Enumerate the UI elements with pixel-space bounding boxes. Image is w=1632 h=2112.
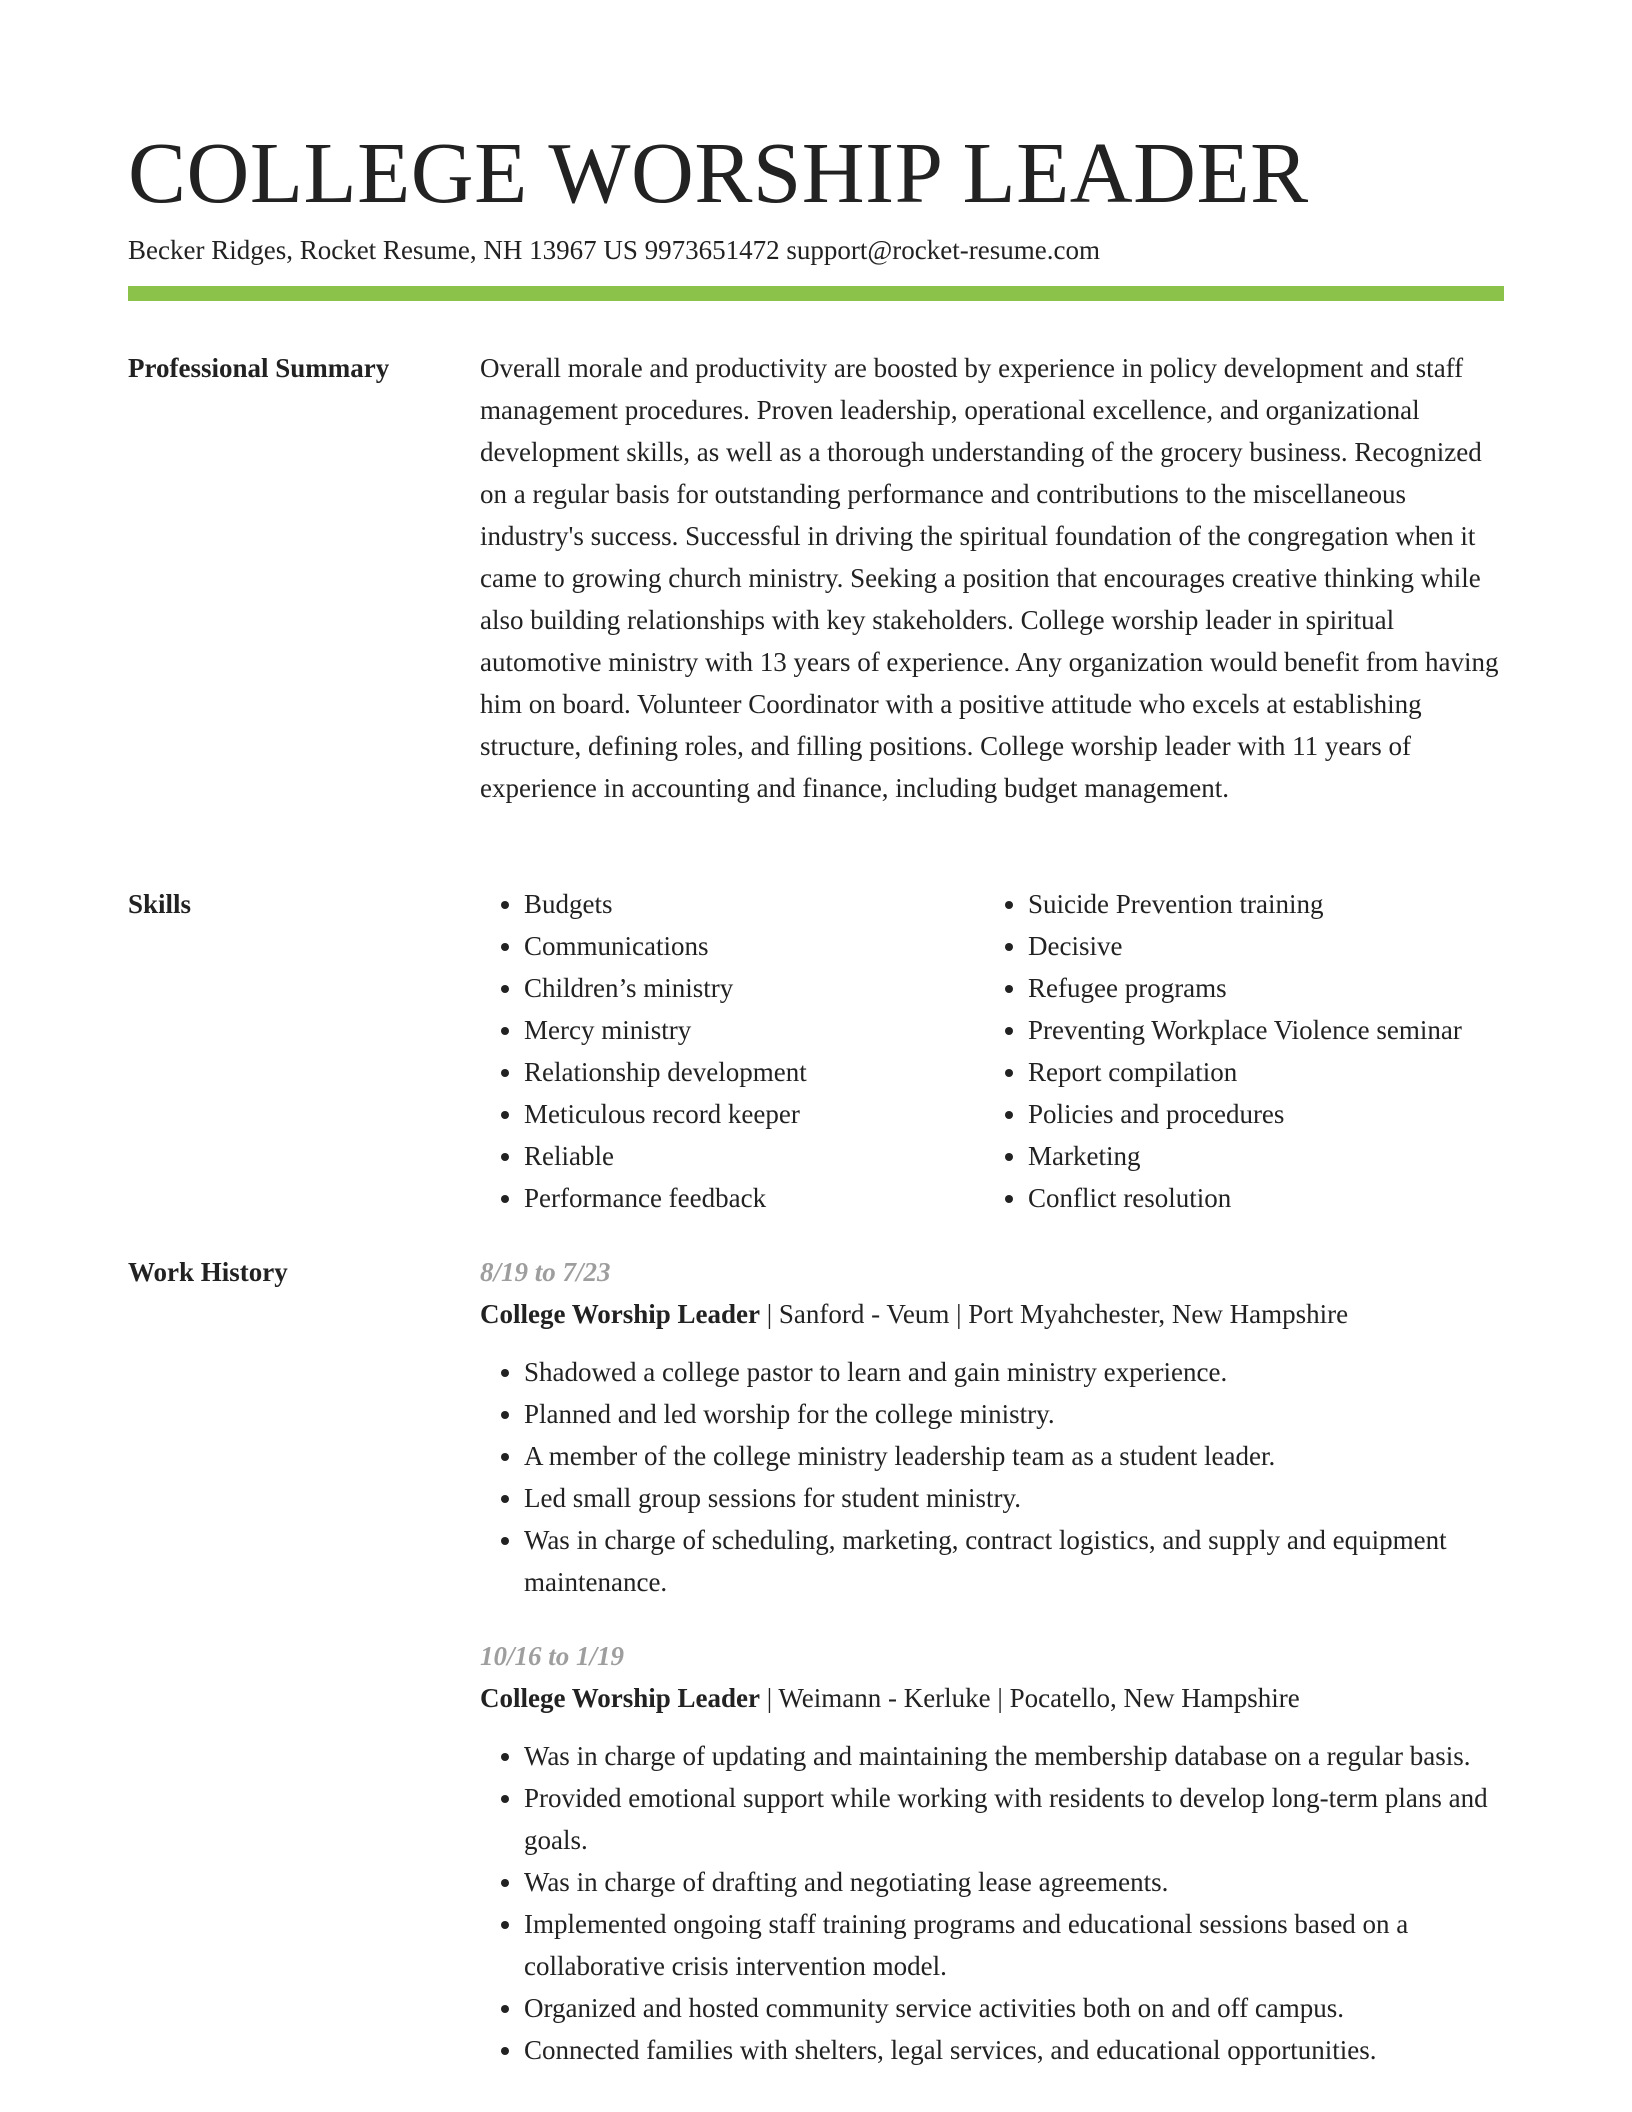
skill-item: • Refugee programs	[1028, 967, 1488, 1009]
contact-info: Becker Ridges, Rocket Resume, NH 13967 US 9973651472 support@rocket-resume.com	[128, 235, 1100, 265]
resume-name-heading: COLLEGE WORSHIP LEADER	[128, 124, 1309, 221]
skills-column-left	[480, 883, 984, 1219]
skill-item: • Meticulous record keeper	[524, 1093, 984, 1135]
skill-item: • Preventing Workplace Violence seminar	[1028, 1009, 1488, 1051]
job-details: | Sanford - Veum | Port Myahchester, New Hampshire	[760, 1299, 1349, 1329]
job-bullet: • Led small group sessions for student ministry.	[524, 1477, 1504, 1519]
skill-item: • Reliable	[524, 1135, 984, 1177]
job-heading	[480, 1293, 1504, 1335]
summary-text: Overall morale and productivity are boosted by experience in policy development and staff management procedures. Proven leadership, operational excellence, and organizational development skills, as well as a thorough understanding of the grocery business. Recognized on a regular basis for outstanding performance and contributions to the miscellaneous industry's success. Successful in driving the spiritual foundation of the congregation when it came to growing church ministry. Seeking a position that encourages creative thinking while also building relationships with key stakeholders. College worship leader in spiritual automotive ministry with 13 years of experience. Any organization would benefit from having him on board. Volunteer Coordinator with a positive attitude who excels at establishing structure, defining roles, and filling positions. College worship leader with 11 years of experience in accounting and finance, including budget management.	[480, 353, 1499, 803]
skill-item: • Mercy ministry	[524, 1009, 984, 1051]
accent-divider	[128, 286, 1504, 301]
job-bullet: • Connected families with shelters, legal services, and educational opportunities.	[524, 2029, 1504, 2071]
job-bullet: • Implemented ongoing staff training programs and educational sessions based on a collaborative crisis intervention model.	[524, 1903, 1504, 1987]
job-details: | Weimann - Kerluke | Pocatello, New Hampshire	[760, 1683, 1300, 1713]
job-bullet: • Was in charge of updating and maintaining the membership database on a regular basis.	[524, 1735, 1504, 1777]
job-heading	[480, 1677, 1504, 1719]
skill-item: • Decisive	[1028, 925, 1488, 967]
job-bullet: • Provided emotional support while working with residents to develop long-term plans and goals.	[524, 1777, 1504, 1861]
skill-item: • Relationship development	[524, 1051, 984, 1093]
job-entry	[480, 1251, 1504, 1603]
skills-list-left	[480, 883, 984, 1219]
skills-column-right	[984, 883, 1488, 1219]
skill-item: • Marketing	[1028, 1135, 1488, 1177]
skill-item: • Conflict resolution	[1028, 1177, 1488, 1219]
job-bullet: • Planned and led worship for the college ministry.	[524, 1393, 1504, 1435]
work-history-title: Work History	[128, 1257, 288, 1287]
job-entry	[480, 1635, 1504, 2071]
job-dates: 10/16 to 1/19	[480, 1641, 625, 1671]
job-bullet: • Was in charge of drafting and negotiating lease agreements.	[524, 1861, 1504, 1903]
job-bullet: • Was in charge of scheduling, marketing, contract logistics, and supply and equipment maintenance.	[524, 1519, 1504, 1603]
skill-item: • Budgets	[524, 883, 984, 925]
skill-item: • Suicide Prevention training	[1028, 883, 1488, 925]
skill-item: • Performance feedback	[524, 1177, 984, 1219]
job-title: College Worship Leader	[480, 1299, 760, 1329]
skill-item: • Children’s ministry	[524, 967, 984, 1009]
job-bullets	[480, 1351, 1504, 1603]
job-dates: 8/19 to 7/23	[480, 1257, 611, 1287]
skill-item: • Communications	[524, 925, 984, 967]
skills-list-right	[984, 883, 1488, 1219]
job-bullet: • A member of the college ministry leadership team as a student leader.	[524, 1435, 1504, 1477]
job-bullet: • Shadowed a college pastor to learn and gain ministry experience.	[524, 1351, 1504, 1393]
skill-item: • Report compilation	[1028, 1051, 1488, 1093]
skills-title: Skills	[128, 889, 192, 919]
summary-title: Professional Summary	[128, 353, 390, 383]
skill-item: • Policies and procedures	[1028, 1093, 1488, 1135]
job-title: College Worship Leader	[480, 1683, 760, 1713]
job-bullets	[480, 1735, 1504, 2071]
job-bullet: • Organized and hosted community service activities both on and off campus.	[524, 1987, 1504, 2029]
